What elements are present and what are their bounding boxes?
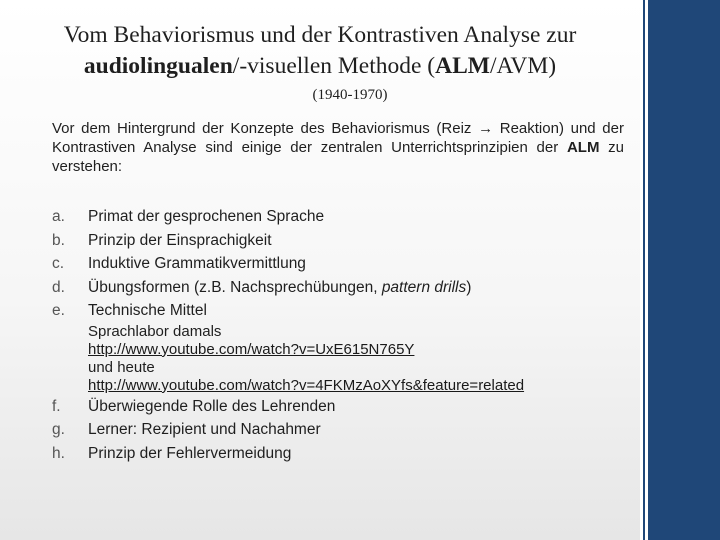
sprachlabor-label: Sprachlabor damals	[88, 322, 222, 340]
list-item	[52, 205, 632, 229]
intro-text-after: zu verstehen:	[52, 139, 625, 175]
intro-bold-alm: ALM	[566, 139, 600, 156]
list-marker: a.	[52, 208, 65, 225]
list-marker: f.	[52, 397, 61, 415]
title-line-2	[20, 51, 620, 82]
title-bold-alm: ALM	[435, 53, 490, 79]
list-item	[52, 418, 632, 442]
principles-list	[52, 205, 632, 465]
list-item-text: Lerner: Rezipient und Nachahmer	[88, 421, 321, 438]
slide-subtitle: (1940-1970)	[312, 87, 388, 103]
youtube-link-heute[interactable]: http://www.youtube.com/watch?v=4FKMzAoXYfs&feature=related	[88, 376, 525, 394]
list-item-text: Prinzip der Einsprachigkeit	[88, 231, 272, 249]
list-item	[52, 395, 632, 419]
title-end: /AVM)	[489, 53, 557, 79]
list-item-text: Übungsformen (z.B. Nachsprechübungen,	[88, 278, 382, 296]
intro-text-before: Vor dem Hintergrund der Konzepte des Behaviorismus (Reiz → Reaktion) und der Kontrastiven Analyse sind einige der zentralen Unterrichtsprinzipien der	[52, 120, 624, 156]
list-marker: d.	[52, 278, 65, 296]
list-item-text: Prinzip der Fehlervermeidung	[88, 444, 292, 462]
list-item	[52, 442, 632, 466]
title-line-1: Vom Behaviorismus und der Kontrastiven Analyse zur	[63, 22, 577, 48]
list-item-text: Induktive Grammatikvermittlung	[88, 255, 306, 272]
list-item-text-after: )	[466, 278, 472, 296]
list-marker: h.	[52, 444, 65, 462]
list-item	[52, 252, 632, 276]
list-item	[52, 299, 632, 395]
youtube-link-damals[interactable]: http://www.youtube.com/watch?v=UxE615N765Y	[88, 340, 415, 358]
list-item-italic: pattern drills	[381, 278, 467, 296]
list-item-text: Überwiegende Rolle des Lehrenden	[88, 397, 336, 415]
sidebar-panel	[648, 0, 720, 540]
title-mid: /-visuellen Methode (	[232, 53, 436, 79]
intro-paragraph	[52, 119, 624, 176]
list-marker: e.	[52, 302, 65, 319]
slide-title	[20, 20, 620, 82]
list-marker: g.	[52, 421, 65, 438]
technische-mittel-details	[88, 323, 632, 395]
heute-label: und heute	[88, 358, 155, 376]
list-item	[52, 276, 632, 300]
sidebar-divider	[643, 0, 645, 540]
list-item-text: Primat der gesprochenen Sprache	[88, 208, 325, 225]
list-marker: b.	[52, 231, 65, 249]
list-item-text: Technische Mittel	[88, 302, 207, 319]
list-item	[52, 229, 632, 253]
list-marker: c.	[52, 255, 65, 272]
title-bold-audiolingualen: audiolingualen	[83, 53, 233, 79]
